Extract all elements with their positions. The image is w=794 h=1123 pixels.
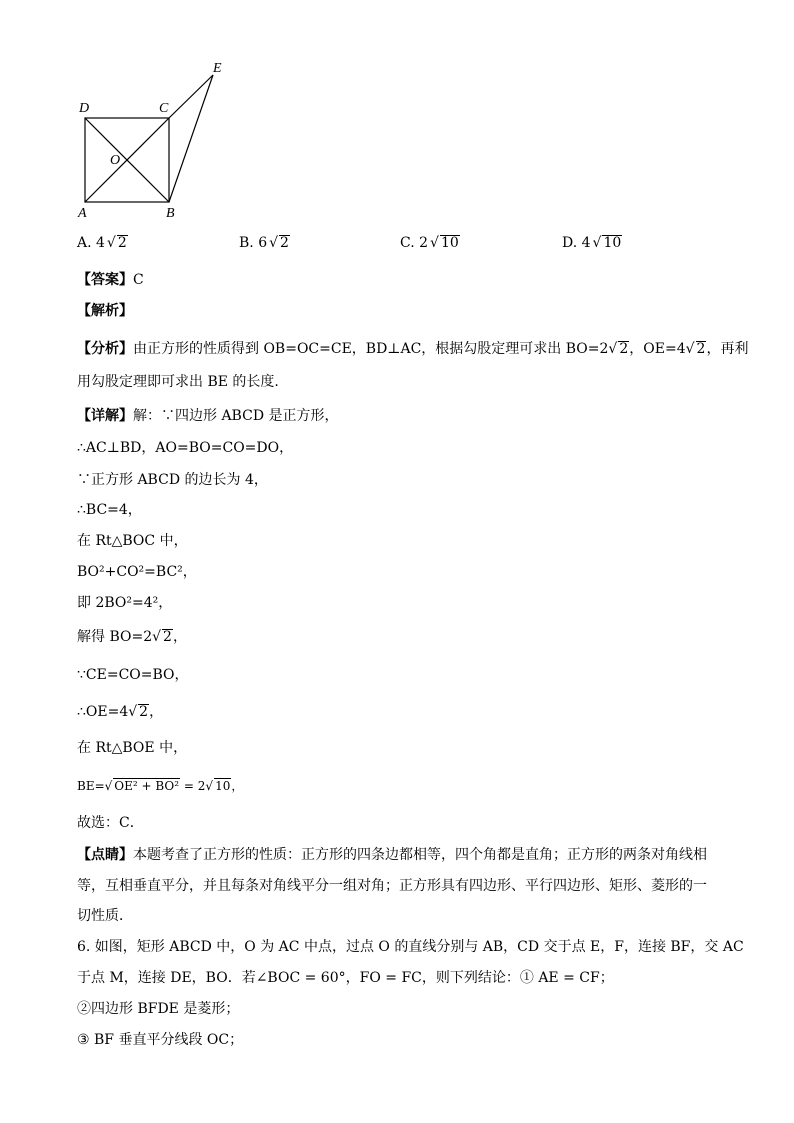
fenxi-line-1: 【分析】由正方形的性质得到 OB=OC=CE，BD⊥AC，根据勾股定理可求出 BO=2√ 2，OE=4√ 2，再利 (77, 341, 749, 357)
fenxi-radicand-1: 2 (619, 341, 629, 357)
geometry-figure (70, 55, 240, 225)
detail-text-8b: ， (172, 629, 187, 645)
answer-tag: 【答案】 (77, 272, 133, 288)
analysis-tag: 【解析】 (77, 303, 133, 319)
detail-line-1 (77, 406, 339, 426)
label-d: D (79, 101, 90, 116)
detail-text-12c: ， (231, 779, 244, 793)
detail-text-10b: ， (149, 704, 164, 720)
detail-line-13: 故选：C． (77, 815, 144, 831)
q6-line-4: ③ BF 垂直平分线段 OC； (77, 1032, 244, 1048)
analysis-tag-line (77, 301, 133, 321)
option-c: C. 2 √ 10 (400, 235, 459, 251)
detail-text-12a: BE= (77, 779, 105, 793)
option-a-radicand: 2 (117, 235, 127, 251)
label-b: B (166, 206, 175, 221)
answer-value: C (133, 272, 144, 288)
dianjing-tag: 【点睛】 (77, 847, 133, 863)
label-c: C (159, 101, 169, 116)
detail-line-6: BO²+CO²=BC²， (77, 564, 197, 580)
label-a: A (78, 206, 87, 221)
label-e: E (213, 61, 222, 76)
segment-ce (169, 75, 213, 118)
detail-radicand-10: 2 (139, 704, 149, 720)
option-a-label: A. 4 (77, 235, 105, 251)
option-d-label: D. 4 (562, 235, 591, 251)
dianjing-text-1: 本题考查了正方形的性质：正方形的四条边都相等，四个角都是直角；正方形的两条对角线相 (133, 847, 707, 863)
dianjing-line-2: 等，互相垂直平分，并且每条对角线平分一组对角；正方形具有四边形、平行四边形、矩形、菱形的一 (77, 878, 707, 894)
option-b: B. 6 √ 2 (239, 235, 289, 251)
detail-line-4: ∴BC=4， (77, 502, 142, 518)
option-d: D. 4 √ 10 (562, 235, 622, 251)
detail-line-2: ∴AC⊥BD，AO=BO=CO=DO， (77, 440, 294, 456)
detail-radicand-12b: 10 (215, 779, 231, 793)
detail-line-3: ∵正方形 ABCD 的边长为 4， (77, 472, 268, 488)
detail-radicand-8: 2 (163, 629, 172, 645)
detail-radicand-12a: OE² + BO² (114, 779, 180, 793)
fenxi-text-1: 由正方形的性质得到 OB=OC=CE，BD⊥AC，根据勾股定理可求出 BO=2 (133, 341, 609, 357)
fenxi-radicand-2: 2 (696, 341, 706, 357)
detail-line-5: 在 Rt△BOC 中， (77, 533, 188, 549)
option-a: A. 4 √ 2 (77, 235, 127, 251)
fenxi-line-2: 用勾股定理即可求出 BE 的长度. (77, 374, 279, 390)
answer-line (77, 270, 144, 290)
label-o: O (110, 153, 121, 168)
detail-text-10a: ∴OE=4 (77, 704, 129, 720)
detail-line-7: 即 2BO²=4²， (77, 595, 173, 611)
fenxi-text-2: ，OE=4 (629, 341, 686, 357)
fenxi-tag: 【分析】 (77, 341, 133, 357)
detail-text-8a: 解得 BO=2 (77, 629, 153, 645)
detail-line-11: 在 Rt△BOE 中， (77, 740, 188, 756)
option-b-radicand: 2 (280, 235, 289, 251)
segment-be (169, 75, 213, 202)
option-c-radicand: 10 (440, 235, 459, 251)
option-b-label: B. 6 (239, 235, 268, 251)
dianjing-line-3: 切性质． (77, 908, 133, 924)
detail-line-8: 解得 BO=2√ 2， (77, 629, 187, 645)
detail-line-10: ∴OE=4√ 2， (77, 704, 164, 720)
detail-line-12: BE=√ OE² + BO² = 2√ 10， (77, 779, 244, 793)
q6-line-3: ②四边形 BFDE 是菱形； (77, 1001, 240, 1017)
fenxi-text-3: ，再利 (706, 341, 749, 357)
option-d-radicand: 10 (603, 235, 622, 251)
option-c-label: C. 2 (400, 235, 429, 251)
detail-text-12b: = 2 (180, 779, 206, 793)
q6-line-1: 6. 如图，矩形 ABCD 中，O 为 AC 中点，过点 O 的直线分别与 AB，CD 交于点 E，F，连接 BF，交 AC (77, 939, 744, 955)
q6-line-2: 于点 M，连接 DE，BO．若∠BOC = 60°，FO = FC，则下列结论：① AE = CF； (77, 970, 614, 986)
detail-tag: 【详解】 (77, 408, 133, 424)
detail-text-1: 解：∵四边形 ABCD 是正方形， (133, 408, 339, 424)
detail-line-9: ∵CE=CO=BO， (77, 667, 189, 683)
dianjing-line-1 (77, 845, 707, 865)
